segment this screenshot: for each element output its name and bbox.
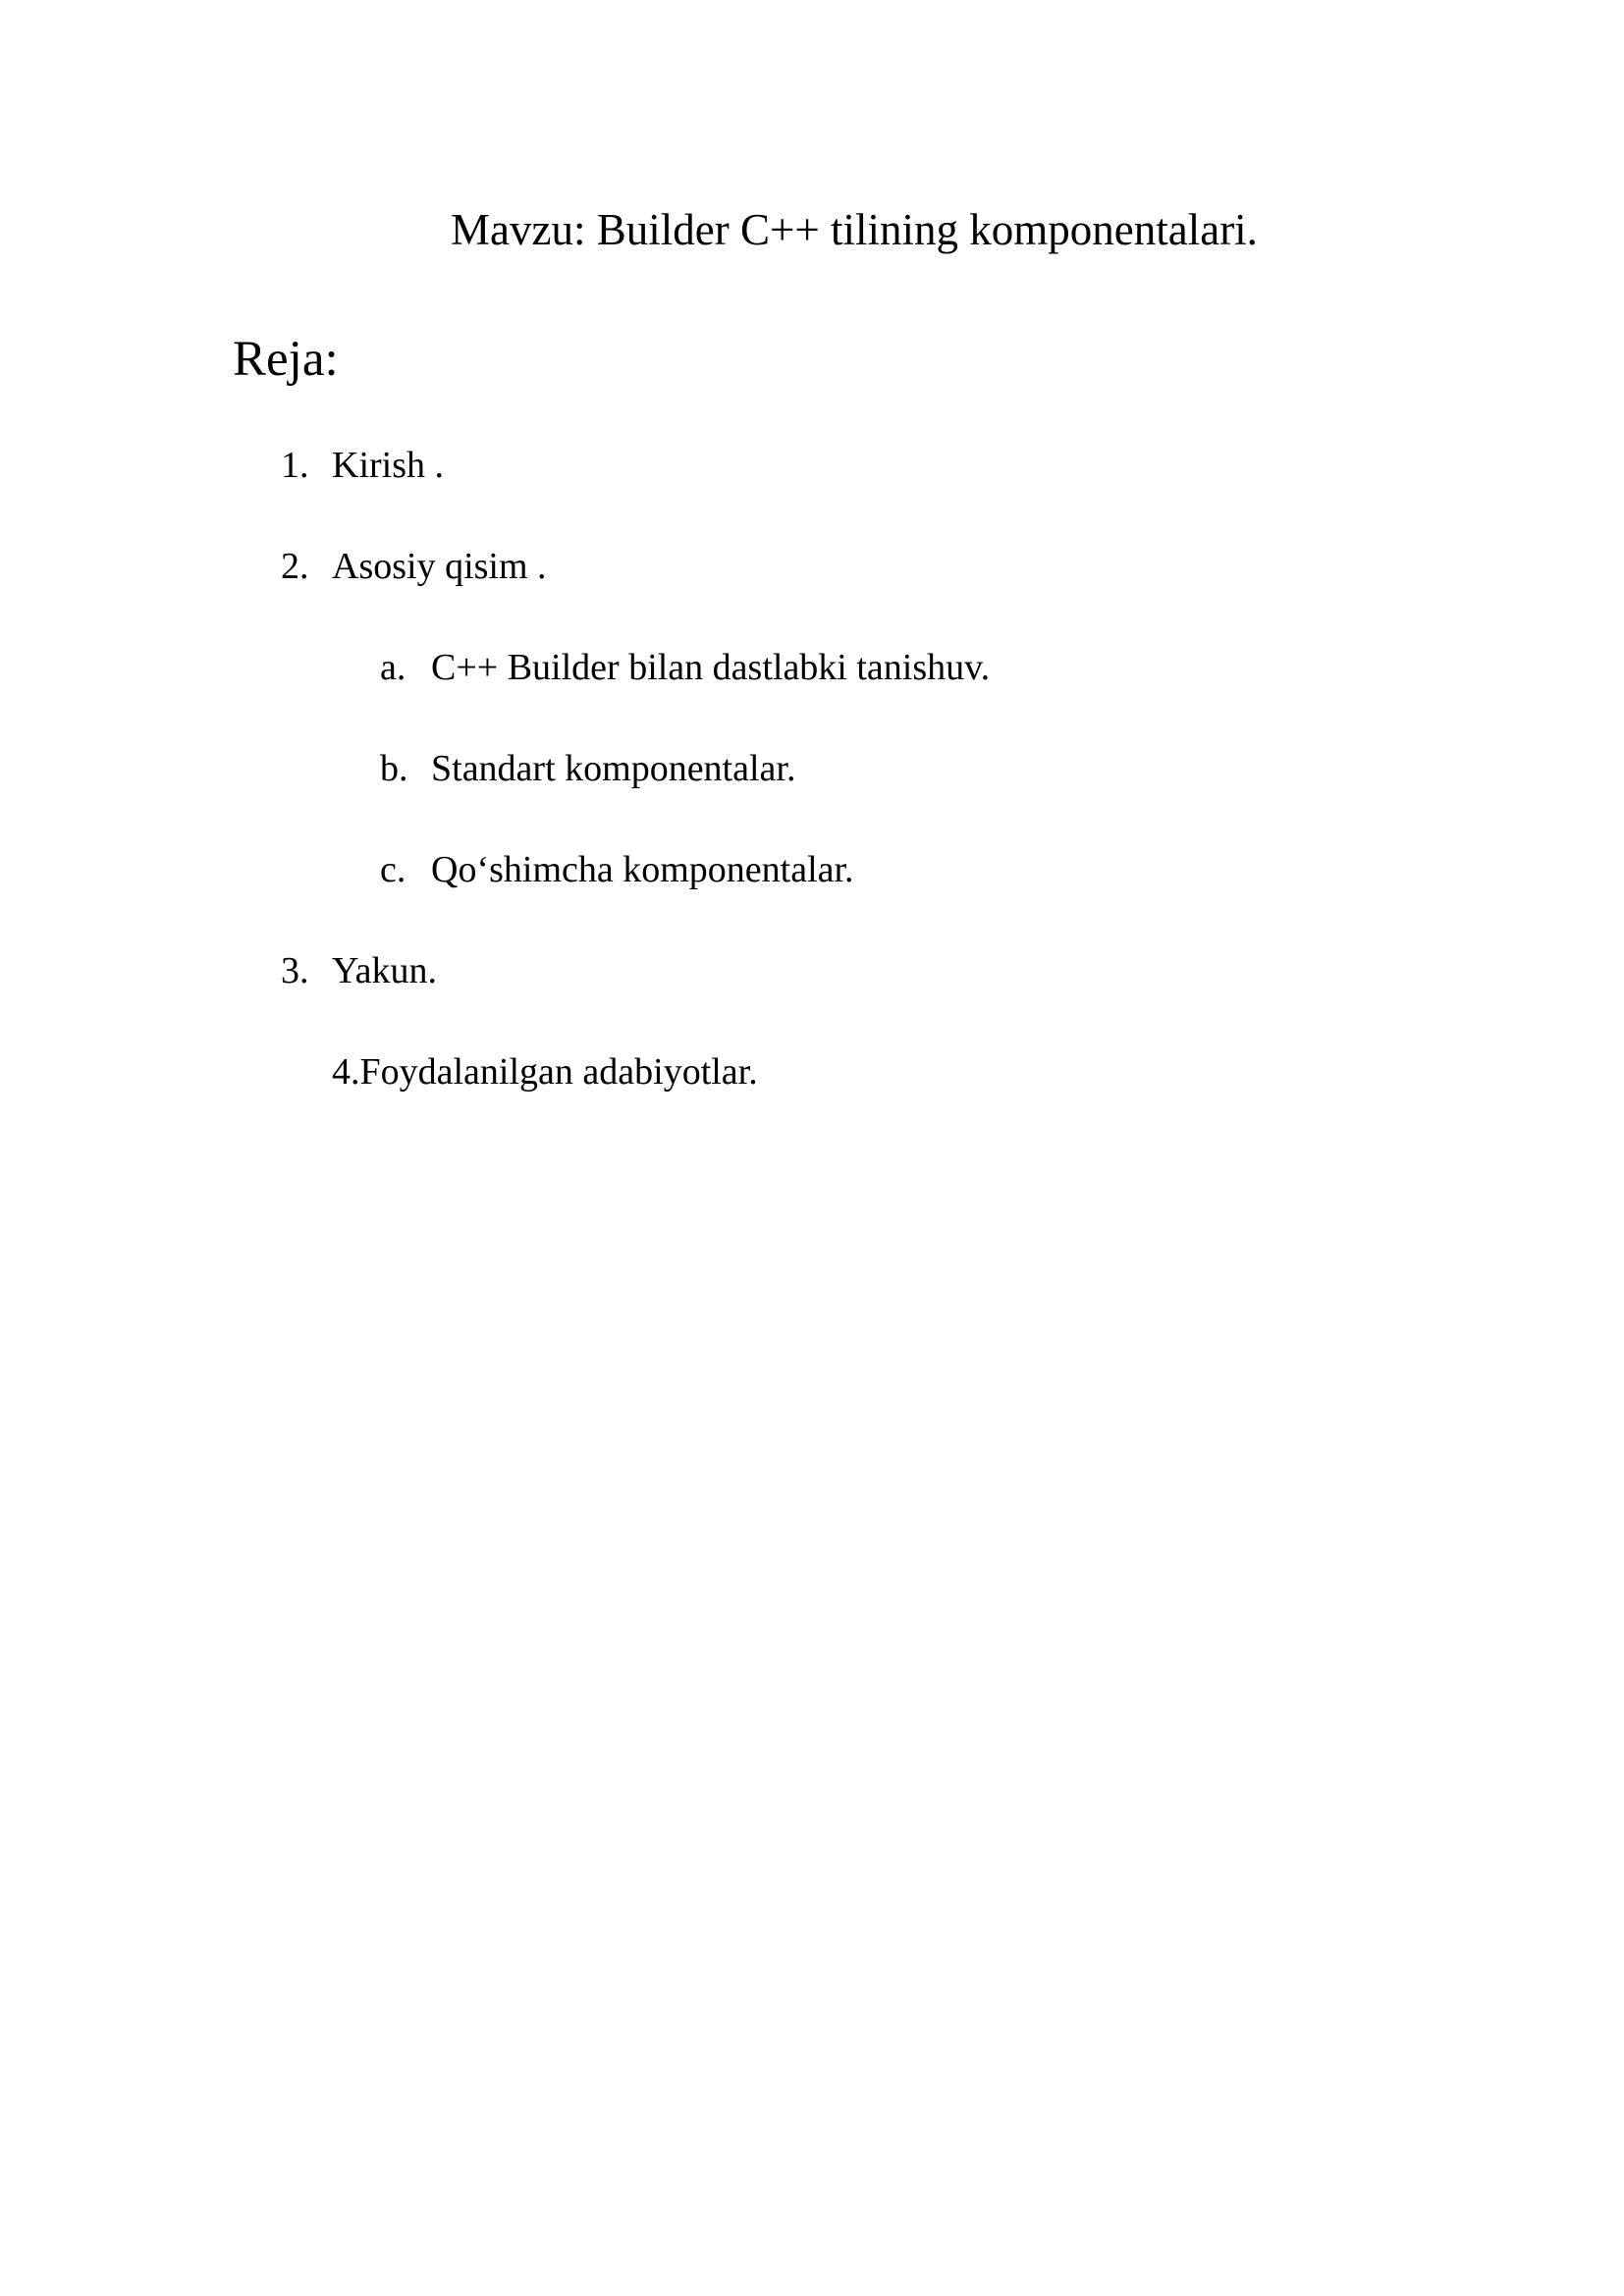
list-marker: c. <box>380 849 406 890</box>
document-title: Mavzu: Builder C++ tilining komponentalari. <box>451 205 1258 254</box>
list-marker: 2. <box>281 546 309 587</box>
list-item-text: C++ Builder bilan dastlabki tanishuv. <box>431 647 991 688</box>
list-marker: b. <box>380 748 408 789</box>
list-marker: a. <box>380 647 406 688</box>
list-item-text: Asosiy qisim . <box>332 546 547 587</box>
list-marker: 3. <box>281 950 309 991</box>
list-item-text: Yakun. <box>332 950 438 991</box>
list-item <box>332 1050 758 1094</box>
list-item-text: Kirish . <box>332 445 444 486</box>
list-item-text: Standart komponentalar. <box>431 748 796 789</box>
list-item-text: Qo‘shimcha komponentalar. <box>431 849 854 890</box>
list-item-text: 4.Foydalanilgan adabiyotlar. <box>332 1051 758 1093</box>
list-marker: 1. <box>281 445 309 486</box>
plan-heading: Reja: <box>233 332 339 387</box>
